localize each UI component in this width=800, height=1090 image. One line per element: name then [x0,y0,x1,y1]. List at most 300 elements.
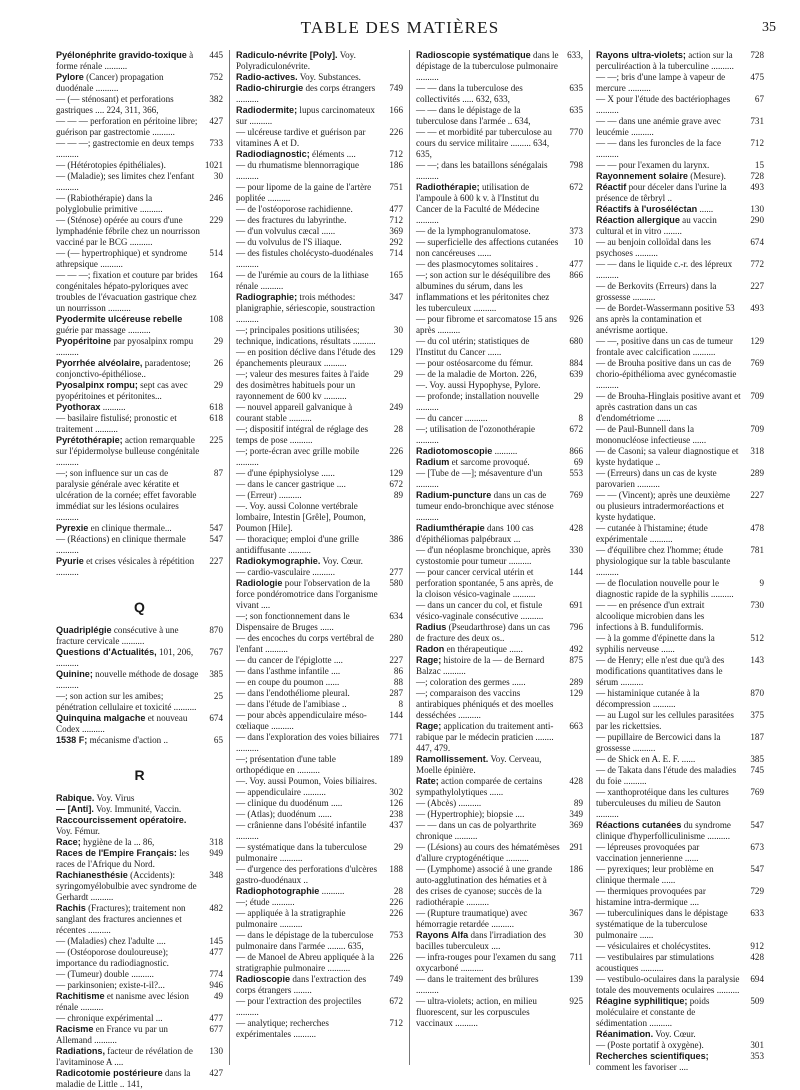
index-entry [56,815,223,837]
index-entry [236,732,403,754]
index-description: — — (Vincent); après une deuxième ou plusieurs intradermoréactions et kyste hydatique. [596,490,731,522]
index-entry [56,138,223,160]
index-entry-text [56,556,203,578]
index-entry-text [596,600,744,633]
index-entry [416,391,583,413]
index-entry-text [416,721,563,754]
index-entry-text [596,182,744,204]
page-reference: 330 [569,545,583,555]
page-reference: 926 [569,314,583,324]
index-entry-text [56,50,203,72]
index-entry [236,237,403,248]
index-headword: Racisme [56,1024,94,1034]
index-headword: Radium-puncture [416,490,492,500]
page-reference: 925 [569,996,583,1006]
index-description: — —; bris d'une lampe à vapeur de mercure .......... [596,72,726,93]
index-column-2 [230,50,410,1065]
index-headword: Rachis [56,903,86,913]
index-description: — clinique du duodénum ..... [236,798,343,808]
index-description: sept cas avec pyopéritoines et péritonites... [56,380,188,401]
page-reference: 663 [569,721,583,731]
index-entry-text [596,424,744,446]
index-description: — dans le dépistage de la tuberculose pulmonaire dans l'armée ........ 635, [236,930,374,951]
index-entry [56,116,223,138]
index-entry [416,336,583,358]
index-entry-text [416,908,563,930]
page-reference: 87 [213,468,223,478]
index-entry [596,281,764,303]
page-reference: 949 [209,848,223,858]
index-entry [416,468,583,490]
index-headword: Pyothorax [56,402,101,412]
index-description: — (Rupture traumatique) avec hémorragie retardée .......... [416,908,528,929]
index-headword: Pyorrhée alvéolaire, [56,358,143,368]
page-reference: 672 [569,424,583,434]
page-reference: 189 [389,754,403,764]
index-columns [50,50,772,1089]
index-entry-text [596,754,744,765]
index-entry-text [596,1051,744,1073]
page-reference: 318 [209,837,223,847]
index-entry-text [416,644,563,655]
index-description: — thoracique; emploi d'une grille antidiffusante .......... [236,534,359,555]
index-entry [56,837,223,848]
index-description: — nouvel appareil galvanique à courant stable .......... [236,402,353,423]
index-entry-text [596,138,744,160]
page-reference: 771 [389,732,403,742]
index-entry-text [236,226,383,237]
index-entry-text [236,974,383,996]
page-reference: 130 [209,1046,223,1056]
page-reference: 547 [750,820,764,830]
index-entry [416,952,583,974]
index-entry [236,292,403,325]
index-description: — à la gomme d'épinette dans la syphilis nerveuse ...... [596,633,715,654]
index-entry [416,545,583,567]
index-entry-text [56,837,203,848]
index-entry-text [236,534,383,556]
index-description: (Cancer) propagation duodénale .......... [56,72,164,93]
index-headword: Réaction allergique [596,215,680,225]
page-reference: 672 [389,479,403,489]
index-description: dans un cas de tumeur endo-bronchique avec sténose .......... [416,490,554,522]
page-reference: 547 [209,523,223,533]
index-entry [416,127,583,160]
index-entry [236,402,403,424]
index-entry-text [596,94,744,116]
page-reference: 749 [389,83,403,93]
index-description: — (Rabiothérapie) dans la polyglobulie primitive .......... [56,193,163,214]
index-entry-text [236,369,383,402]
index-entry-text [596,523,744,545]
index-entry [416,776,583,798]
index-entry-text [416,820,563,842]
index-entry [596,908,764,941]
index-description: guérie par massage .......... [56,325,151,335]
index-entry-text [236,864,383,886]
index-entry [236,226,403,237]
index-description: — vésiculaires et cholécystites. [596,941,711,951]
index-entry-text [416,622,563,644]
page-reference: 226 [389,127,403,137]
page-reference: 672 [569,182,583,192]
index-entry-text [56,160,203,171]
index-entry [236,754,403,776]
page-reference: 290 [750,215,764,225]
page-reference: 287 [389,688,403,698]
index-entry [596,182,764,204]
index-headword: Radiations, [56,1046,106,1056]
index-entry-text [236,842,383,864]
index-description: en thérapeutique ...... [446,644,523,654]
index-entry-text [56,358,203,380]
index-entry [596,820,764,842]
page-reference: 509 [750,996,764,1006]
page-reference: 477 [209,947,223,957]
index-entry [236,72,403,83]
page-reference: 129 [389,347,403,357]
index-description: —; coloration des germes ...... [416,677,526,687]
index-description: — du rhumatisme blennorragique .......... [236,160,359,181]
index-description: — analytique; recherches expérimentales .......... [236,1018,329,1039]
index-entry-text [416,369,563,380]
page-reference: 770 [569,127,583,137]
index-description: — des fractures du labyrinthe. [236,215,347,225]
index-entry [236,688,403,699]
index-entry [416,842,583,864]
index-description: — d'une épiphysiolyse ...... [236,468,335,478]
index-entry-text [56,980,203,991]
index-description: et crises vésicales à répétition .......... [56,556,195,577]
index-description: — parkinsonien; existe-t-il?... [56,980,165,990]
index-entry [236,776,403,787]
index-entry-text [596,72,744,94]
index-description: — en coupe du poumon ...... [236,677,340,687]
page-reference: 129 [569,688,583,698]
index-description: — de Shick en A. E. F. ...... [596,754,696,764]
index-entry-text [596,787,744,820]
index-entry-text [236,424,383,446]
page-reference: 634 [389,611,403,621]
page-reference: 781 [750,545,764,555]
index-headword: Rabique. [56,793,95,803]
index-entry-text [596,468,744,490]
index-entry-text [56,713,203,735]
index-entry-text [416,270,563,314]
index-description: — du volvulus de l'S iliaque. [236,237,342,247]
index-entry-text [236,699,383,710]
index-column-1 [50,50,230,1089]
index-entry-text [416,314,563,336]
page-reference: 29 [213,336,223,346]
page-reference: 129 [389,468,403,478]
index-entry-text [596,116,744,138]
index-description: — de Takata dans l'étude des maladies du foie .......... [596,765,737,786]
page-reference: 580 [389,578,403,588]
page-reference: 635 [569,105,583,115]
index-entry-text [56,1013,203,1024]
index-entry-text [56,793,203,804]
index-headword: Ramollissement. [416,754,489,764]
index-description: — de Manoel de Abreu appliquée à la stratigraphie pulmonaire .......... [236,952,375,973]
index-entry-text [236,897,383,908]
index-description: .......... [102,402,126,412]
index-entry-text [236,160,383,182]
index-entry [596,688,764,710]
index-description: — X pour l'étude des bactériophages .......... [596,94,731,115]
index-entry-text [416,754,563,776]
index-entry [236,809,403,820]
index-entry [596,259,764,281]
index-description: — dans l'étude de l'amibiase .. [236,699,347,709]
index-entry [236,182,403,204]
index-entry-text [416,50,563,83]
index-description: — au benjoin colloïdal dans les psychoses .......... [596,237,711,258]
index-description: — — dans la tuberculose des collectivités ..... 632, 633, [416,83,523,104]
index-entry [596,655,764,688]
page-number: 35 [762,20,776,35]
index-entry [416,446,583,457]
index-description: — des plasmocytomes solitaires . [416,259,538,269]
index-entry-text [596,886,744,908]
index-entry-text [416,677,563,688]
index-entry [56,336,223,358]
index-entry [596,545,764,578]
index-entry [236,490,403,501]
index-description: mécanisme d'action .. [89,735,169,745]
index-entry-text [236,886,383,897]
index-headword: Réactions cutanées [596,820,682,830]
index-entry [56,215,223,248]
index-entry [56,1013,223,1024]
page-reference: 129 [750,336,764,346]
index-entry [236,699,403,710]
index-entry [236,424,403,446]
page-reference: 729 [750,886,764,896]
index-description: — cutanée à l'histamine; étude expérimentale .......... [596,523,708,544]
index-entry-text [236,204,383,215]
index-entry-text [56,215,203,248]
page-reference: 226 [389,446,403,456]
index-description: (Pseudarthrose) dans un cas de fracture des deux os.. [416,622,550,643]
index-description: — cardio-vasculaire .......... [236,567,335,577]
index-description: — dans un cancer du col, et fistule vésico-vaginale consécutive .......... [416,600,544,621]
index-entry-text [56,936,203,947]
index-entry [596,952,764,974]
page-reference: 674 [209,713,223,723]
index-description: éléments .... [312,149,356,159]
page-reference: 29 [573,391,583,401]
index-description: — du cancer de l'épiglotte .... [236,655,343,665]
index-headword: Radiothérapie; [416,182,480,192]
page-reference: 475 [750,72,764,82]
index-entry-text [236,996,383,1018]
index-headword: Rachitisme [56,991,105,1001]
page-reference: 478 [750,523,764,533]
index-headword: Rayons Alfa [416,930,469,940]
index-entry [56,980,223,991]
index-description: et sarcome provoqué. [451,457,530,467]
index-entry-text [236,347,383,369]
page-reference: 353 [750,1051,764,1061]
index-description: — pour abcès appendiculaire méso-cœliaque .......... [236,710,367,731]
index-entry-text [236,556,383,567]
index-entry-text [56,625,203,647]
index-entry-text [236,655,383,666]
index-entry [596,842,764,864]
index-entry [56,435,223,468]
index-entry [236,369,403,402]
index-entry [416,50,583,83]
index-description: — de la maladie de Morton. 226, [416,369,537,379]
page-reference: 30 [573,930,583,940]
index-description: pour déceler dans l'urine la présence de têrbryl .. [596,182,727,203]
page-reference: 349 [569,809,583,819]
index-entry [596,138,764,160]
page-reference: 709 [750,391,764,401]
index-entry [236,325,403,347]
index-entry [56,534,223,556]
index-entry [596,171,764,182]
index-description: — (Maladie); ses limites chez l'enfant .......... [56,171,195,192]
page-reference: 229 [209,215,223,225]
index-entry-text [416,83,563,105]
index-headword: Pyosalpinx rompu; [56,380,138,390]
index-headword: Radio-actives. [236,72,298,82]
index-headword: Réagine syphilitique; [596,996,688,1006]
index-description: .......... [321,886,345,896]
index-description: — (Atlas); duodénum ...... [236,809,332,819]
index-headword: Radium [416,457,450,467]
index-entry [416,688,583,721]
index-entry [56,691,223,713]
page-reference: 772 [750,259,764,269]
index-description: .......... [494,446,518,456]
page-reference: 188 [389,864,403,874]
index-entry-text [416,523,563,545]
index-description: — (— sténosant) et perforations gastriques .... 224, 311, 366, [56,94,174,115]
page-reference: 347 [389,292,403,302]
index-description: — d'un néoplasme bronchique, après cystostomie pour tumeur .......... [416,545,551,566]
index-description: — au Lugol sur les cellules parasitées par les rickettsies. [596,710,734,731]
index-entry-text [416,182,563,226]
index-headword: Raccourcissement opératoire. [56,815,187,825]
index-entry [596,303,764,336]
page-reference: 618 [209,413,223,423]
index-headword: Radius [416,622,447,632]
index-entry [236,501,403,534]
page-reference: 477 [209,1013,223,1023]
index-description: — — pour l'examen du larynx. [596,160,710,170]
index-description: — (Réactions) en clinique thermale .......... [56,534,186,555]
index-description: — pyrexiques; leur problème en clinique thermale ...... [596,864,714,885]
page-reference: 30 [213,171,223,181]
page-reference: 769 [750,787,764,797]
index-entry [416,820,583,842]
page-reference: 694 [750,974,764,984]
index-headword: Rachianesthésie [56,870,128,880]
index-description: utilisation de l'ampoule à 600 k v. à l'Institut du Cancer de la Faculté de Médecine .......... [416,182,540,225]
index-description: hygiène de la ... 86, [83,837,155,847]
index-description: — chronique expérimental ... [56,1013,163,1023]
index-headword: Race; [56,837,81,847]
page-reference: 709 [750,424,764,434]
index-entry-text [56,1046,203,1068]
index-description: — dans l'asthme infantile .... [236,666,341,676]
page-reference: 186 [569,864,583,874]
index-description: Voy. Substances. [299,72,361,82]
index-headword: Réactifs à l'uroséléctan [596,204,698,214]
index-description: — de floculation nouvelle pour le diagnostic rapide de la syphilis .......... [596,578,734,599]
index-entry [416,908,583,930]
index-entry-text [236,677,383,688]
index-entry [596,633,764,655]
index-description: —. Voy. aussi Hypophyse, Pylore. [416,380,541,390]
page-reference: 477 [389,204,403,214]
page-reference: 674 [750,237,764,247]
index-description: —; utilisation de l'ozonothérapie .......... [416,424,536,445]
index-description: — crânienne dans l'obésité infantile .......... [236,820,367,841]
index-entry [56,50,223,72]
index-entry [236,105,403,127]
index-entry-text [416,490,563,523]
index-entry-text [416,391,563,413]
page-reference: 428 [750,952,764,962]
index-entry-text [56,138,203,160]
index-entry-text [236,578,383,611]
index-description: action comparée de certains sympathylolytiques ...... [416,776,543,797]
page-reference: 187 [750,732,764,742]
index-description: — (Hétérotopies épithéliales). [56,160,166,170]
page-reference: 130 [750,204,764,214]
index-entry [416,270,583,314]
page-reference: 69 [573,457,583,467]
index-entry-text [596,545,744,578]
index-description: — — dans le dépistage de la tuberculose dans l'armée .. 634, [416,105,531,126]
index-entry-text [236,490,383,501]
index-description: —; comparaison des vaccins antirabiques phéniqués et des moelles desséchées .......... [416,688,554,720]
index-entry [236,611,403,633]
page-reference: 65 [213,735,223,745]
page-reference: 249 [389,402,403,412]
index-headword: Radiculo-névrite [Poly]. [236,50,338,60]
index-entry [416,523,583,545]
page-reference: 445 [209,50,223,60]
index-entry [56,647,223,669]
index-entry-text [236,446,383,468]
index-headword: Pylore [56,72,84,82]
page-reference: 553 [569,468,583,478]
page-reference: 618 [209,402,223,412]
index-entry-text [416,336,563,358]
index-entry-text [236,402,383,424]
index-entry [56,969,223,980]
index-entry-text [56,523,203,534]
index-entry [236,556,403,567]
page-reference: 369 [569,820,583,830]
index-description: Voy. Polyradiculonévrite. [236,50,356,71]
page-reference: 29 [393,842,403,852]
page-reference: 226 [389,908,403,918]
index-entry-text [416,380,563,391]
index-entry-text [596,160,744,171]
index-entry [236,127,403,149]
page-reference: 731 [750,116,764,126]
index-description: —; étude .......... [236,897,295,907]
page-reference: 186 [389,160,403,170]
index-description: comment les favoriser .... [596,1062,689,1072]
page-reference: 751 [389,182,403,192]
